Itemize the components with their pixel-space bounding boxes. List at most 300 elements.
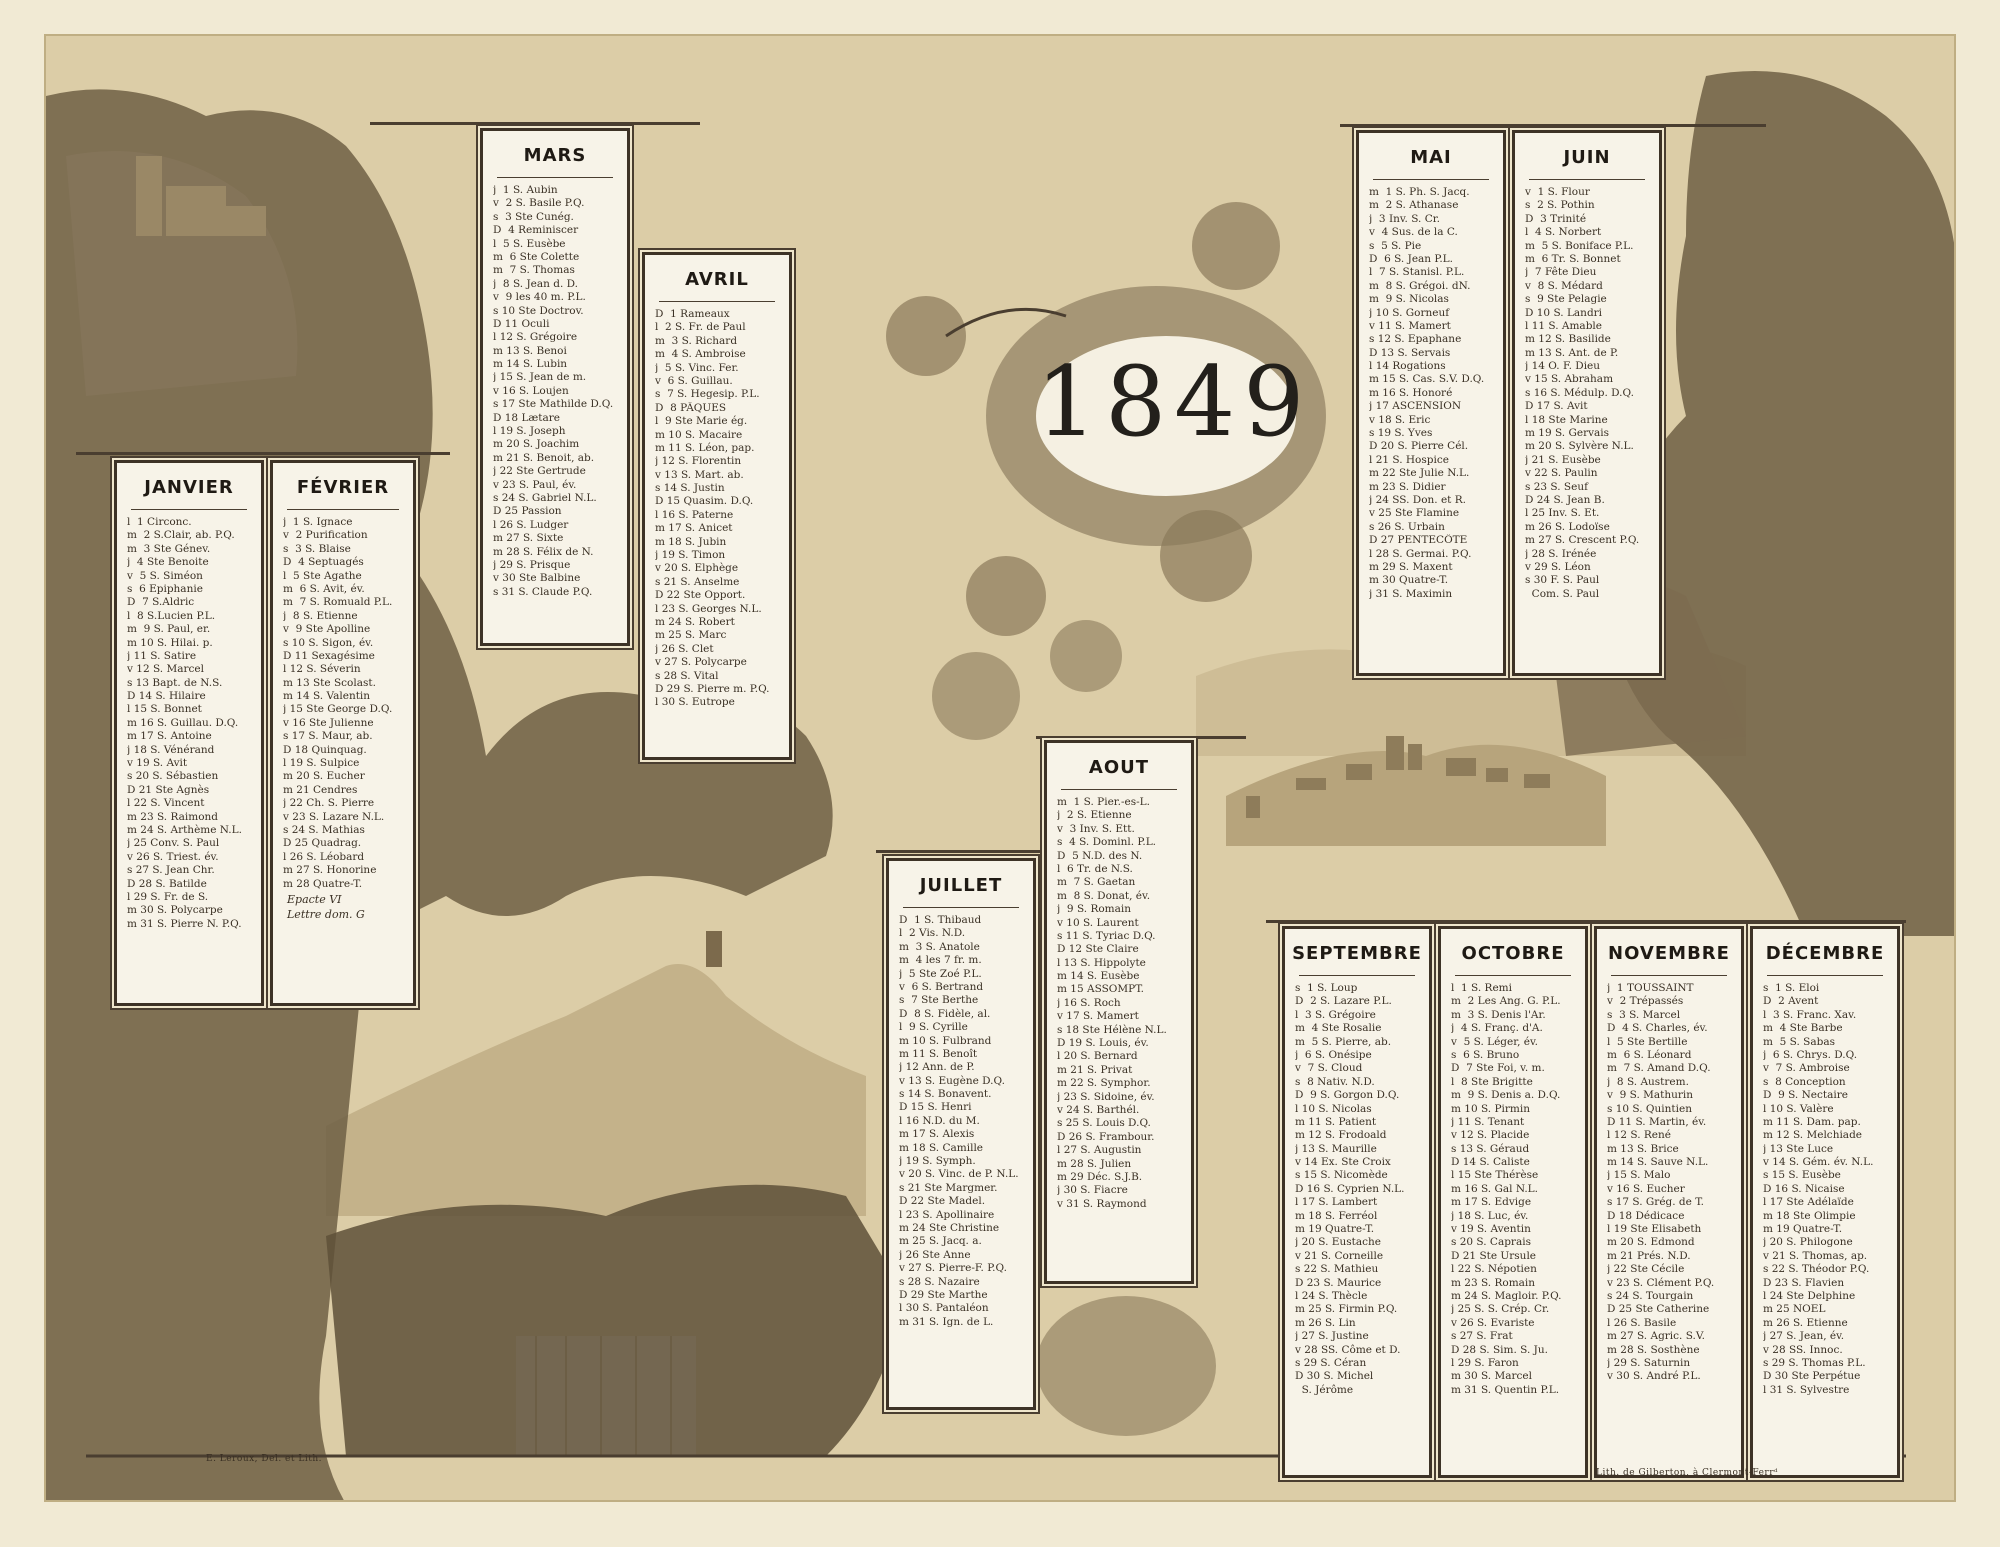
day-row: v 17 S. Mamert	[1057, 1010, 1139, 1023]
day-row: s 21 S. Anselme	[655, 575, 740, 588]
month-name: MAI	[1410, 147, 1452, 168]
day-row: v 28 SS. Innoc.	[1763, 1343, 1843, 1356]
day-row: s 27 S. Frat	[1451, 1330, 1513, 1343]
day-row: D 7 Ste Foi, v. m.	[1451, 1062, 1545, 1075]
day-row: D 20 S. Pierre Cél.	[1369, 440, 1469, 453]
day-row: D 19 S. Louis, év.	[1057, 1037, 1149, 1050]
month-days	[655, 308, 779, 710]
day-row: j 13 Ste Luce	[1763, 1142, 1834, 1155]
day-row: m 14 S. Sauve N.L.	[1607, 1156, 1709, 1169]
day-row: v 19 S. Avit	[127, 757, 188, 770]
day-row: m 4 les 7 fr. m.	[899, 954, 982, 967]
day-row: s 3 S. Marcel	[1607, 1008, 1681, 1021]
day-row: l 9 Ste Marie ég.	[655, 415, 748, 428]
day-row: m 4 Ste Rosalie	[1295, 1022, 1382, 1035]
day-row: m 3 S. Denis l'Ar.	[1451, 1008, 1546, 1021]
day-row: D 25 Passion	[493, 505, 562, 518]
day-row: m 9 S. Denis a. D.Q.	[1451, 1089, 1561, 1102]
day-row: m 24 S. Arthème N.L.	[127, 823, 242, 836]
day-row: v 9 S. Mathurin	[1607, 1089, 1694, 1102]
month-panel-novembre	[1594, 926, 1744, 1478]
day-row: l 23 S. Georges N.L.	[655, 602, 762, 615]
day-row: D 16 S. Cyprien N.L.	[1295, 1182, 1405, 1195]
day-row: j 3 Inv. S. Cr.	[1369, 212, 1440, 225]
day-row: m 11 S. Benoît	[899, 1047, 978, 1060]
day-row: m 5 S. Boniface P.L.	[1525, 239, 1634, 252]
day-row: Com. S. Paul	[1525, 587, 1600, 600]
day-row: m 30 S. Polycarpe	[127, 904, 223, 917]
day-row: l 8 Ste Brigitte	[1451, 1075, 1533, 1088]
day-row: m 21 Cendres	[283, 783, 358, 796]
day-row: D 6 S. Jean P.L.	[1369, 252, 1453, 265]
day-row: s 29 S. Thomas P.L.	[1763, 1356, 1866, 1369]
day-row: D 1 S. Thibaud	[899, 914, 982, 926]
day-row: D 25 Ste Catherine	[1607, 1303, 1710, 1316]
month-days	[1607, 982, 1731, 1384]
day-row: m 13 S. Brice	[1607, 1142, 1679, 1155]
day-row: D 15 Quasim. D.Q.	[655, 495, 754, 508]
day-row: j 14 O. F. Dieu	[1525, 360, 1601, 373]
day-row: D 8 S. Fidèle, al.	[899, 1007, 991, 1020]
day-row: l 5 Ste Agathe	[283, 569, 362, 582]
day-row: j 12 Ann. de P.	[899, 1061, 975, 1074]
day-row: l 29 S. Faron	[1451, 1356, 1519, 1369]
day-row: D 7 S.Aldric	[127, 596, 195, 609]
day-row: s 29 S. Céran	[1295, 1356, 1367, 1369]
lithograph-plate	[44, 34, 1956, 1502]
day-row: s 3 Ste Cunég.	[493, 210, 574, 223]
day-row: l 2 Vis. N.D.	[899, 927, 966, 940]
day-row: j 24 SS. Don. et R.	[1369, 493, 1466, 506]
day-row: s 24 S. Tourgain	[1607, 1289, 1694, 1302]
day-row: s 13 Bapt. de N.S.	[127, 676, 223, 689]
day-row: m 6 S. Avit, év.	[283, 582, 365, 595]
day-row: l 10 S. Nicolas	[1295, 1102, 1372, 1115]
day-row: v 10 S. Laurent	[1057, 916, 1139, 929]
day-row: D 18 Dédicace	[1607, 1209, 1685, 1222]
day-row: s 3 S. Blaise	[283, 542, 351, 555]
day-row: j 5 Ste Zoé P.L.	[899, 967, 982, 980]
day-row: D 18 Quinquag.	[283, 743, 367, 756]
day-row: l 29 S. Fr. de S.	[127, 890, 209, 903]
day-row: m 19 S. Gervais	[1525, 427, 1610, 440]
day-row: l 20 S. Bernard	[1057, 1050, 1138, 1063]
day-row: j 21 S. Eusèbe	[1525, 453, 1601, 466]
day-row: v 26 S. Triest. év.	[127, 850, 219, 863]
day-row: l 18 Ste Marine	[1525, 413, 1608, 426]
day-row: s 14 S. Justin	[655, 482, 725, 495]
day-row: j 1 S. Aubin	[493, 184, 558, 196]
day-row: j 5 S. Vinc. Fer.	[655, 361, 739, 374]
day-row: j 17 ASCENSION	[1369, 400, 1462, 413]
day-row: s 16 S. Médulp. D.Q.	[1525, 386, 1634, 399]
day-row: D 13 S. Servais	[1369, 346, 1451, 359]
month-days	[899, 914, 1023, 1329]
day-row: s 18 Ste Hélène N.L.	[1057, 1023, 1167, 1036]
month-name: JUILLET	[919, 875, 1003, 896]
day-row: D 4 S. Charles, év.	[1607, 1022, 1708, 1035]
day-row: s 31 S. Claude P.Q.	[493, 585, 593, 598]
day-row: s 27 S. Jean Chr.	[127, 864, 215, 877]
day-row: j 6 S. Chrys. D.Q.	[1763, 1048, 1858, 1061]
day-row: j 11 S. Satire	[127, 649, 197, 662]
day-row: v 9 Ste Apolline	[283, 623, 371, 636]
day-row: s 23 S. Seuf	[1525, 480, 1588, 493]
day-row: D 30 S. Michel	[1295, 1370, 1374, 1383]
day-row: l 13 S. Hippolyte	[1057, 956, 1146, 969]
day-row: m 6 S. Léonard	[1607, 1048, 1692, 1061]
day-row: l 2 S. Fr. de Paul	[655, 321, 746, 334]
day-row: m 22 S. Symphor.	[1057, 1077, 1151, 1090]
day-row: m 27 S. Crescent P.Q.	[1525, 534, 1640, 547]
day-row: m 21 Prés. N.D.	[1607, 1249, 1691, 1262]
day-row: l 30 S. Eutrope	[655, 696, 735, 709]
day-row: j 20 S. Philogone	[1763, 1236, 1853, 1249]
day-row: l 17 Ste Adélaïde	[1763, 1196, 1854, 1209]
day-row: D 26 S. Frambour.	[1057, 1130, 1155, 1143]
day-row: s 20 S. Caprais	[1451, 1236, 1531, 1249]
day-row: v 13 S. Eugène D.Q.	[899, 1074, 1005, 1087]
day-row: v 27 S. Polycarpe	[655, 656, 747, 669]
day-row: v 14 S. Gém. év. N.L.	[1763, 1156, 1874, 1169]
day-row: s 7 Ste Berthe	[899, 994, 979, 1007]
day-row: s 10 Ste Doctrov.	[493, 304, 584, 317]
day-row: l 15 S. Bonnet	[127, 703, 202, 716]
day-row: l 11 S. Amable	[1525, 319, 1602, 332]
day-row: j 15 S. Malo	[1607, 1169, 1671, 1182]
day-row: v 21 S. Corneille	[1295, 1249, 1384, 1262]
day-row: D 14 S. Caliste	[1451, 1156, 1530, 1169]
day-row: m 6 Ste Colette	[493, 250, 580, 263]
day-row: j 12 S. Florentin	[655, 455, 742, 468]
day-row: D 5 N.D. des N.	[1057, 849, 1143, 862]
day-row: j 28 S. Irénée	[1525, 547, 1597, 560]
day-row: m 5 S. Sabas	[1763, 1035, 1835, 1048]
month-name: AVRIL	[685, 269, 749, 290]
day-row: j 27 S. Justine	[1295, 1330, 1369, 1343]
day-row: j 16 S. Roch	[1057, 996, 1121, 1009]
month-panel-decembre	[1750, 926, 1900, 1478]
day-row: j 1 TOUSSAINT	[1607, 982, 1694, 994]
day-row: D 15 S. Henri	[899, 1101, 972, 1114]
day-row: m 23 S. Didier	[1369, 480, 1446, 493]
month-panel-janvier	[114, 460, 264, 1006]
day-row: v 19 S. Aventin	[1451, 1223, 1531, 1236]
day-row: m 31 S. Pierre N. P.Q.	[127, 917, 242, 930]
month-days	[1763, 982, 1887, 1397]
day-row: m 18 Ste Olimpie	[1763, 1209, 1856, 1222]
day-row: v 6 S. Guillau.	[655, 374, 733, 387]
day-row: m 20 S. Eucher	[283, 770, 365, 783]
day-row: m 16 S. Honoré	[1369, 386, 1453, 399]
day-row: m 2 Les Ang. G. P.L.	[1451, 995, 1561, 1008]
day-row: s 11 S. Tyriac D.Q.	[1057, 929, 1156, 942]
day-row: s 17 S. Maur, ab.	[283, 730, 373, 743]
day-row: l 28 S. Germai. P.Q.	[1369, 547, 1472, 560]
day-row: j 6 S. Onésipe	[1295, 1048, 1372, 1061]
day-row: D 1 Rameaux	[655, 308, 730, 320]
month-days	[1451, 982, 1575, 1397]
day-row: s 5 S. Pie	[1369, 239, 1422, 252]
day-row: l 22 S. Népotien	[1451, 1263, 1537, 1276]
day-row: m 11 S. Dam. pap.	[1763, 1115, 1861, 1128]
month-panel-mars	[480, 128, 630, 646]
day-row: j 22 Ste Cécile	[1607, 1263, 1685, 1276]
month-days	[1057, 796, 1181, 1211]
day-row: l 9 S. Cyrille	[899, 1021, 968, 1034]
day-row: v 1 S. Flour	[1525, 186, 1590, 198]
day-row: v 31 S. Raymond	[1057, 1197, 1147, 1210]
month-days	[493, 184, 617, 599]
day-row: v 30 Ste Balbine	[493, 572, 581, 585]
day-row: m 31 S. Ign. de L.	[899, 1315, 994, 1328]
day-row: v 9 les 40 m. P.L.	[493, 291, 586, 304]
day-row: m 12 S. Frodoald	[1295, 1129, 1387, 1142]
day-row: D 24 S. Jean B.	[1525, 493, 1605, 506]
month-panel-fevrier	[270, 460, 416, 1006]
day-row: s 26 S. Urbain	[1369, 520, 1445, 533]
day-row: v 6 S. Bertrand	[899, 980, 984, 993]
day-row: l 10 S. Valère	[1763, 1102, 1834, 1115]
day-row: s 22 S. Théodor P.Q.	[1763, 1263, 1870, 1276]
day-row: m 26 S. Lin	[1295, 1316, 1356, 1329]
day-row: m 7 S. Thomas	[493, 264, 575, 277]
month-panel-octobre	[1438, 926, 1588, 1478]
day-row: l 19 Ste Elisabeth	[1607, 1223, 1702, 1236]
scroll-ornament	[1036, 1296, 1216, 1436]
day-row: j 18 S. Luc, év.	[1451, 1209, 1529, 1222]
day-row: D 28 S. Batilde	[127, 877, 207, 890]
month-name: JANVIER	[144, 477, 234, 498]
day-row: v 14 Ex. Ste Croix	[1295, 1156, 1391, 1169]
day-row: m 27 S. Honorine	[283, 864, 377, 877]
day-row: m 3 S. Richard	[655, 334, 738, 347]
day-row: l 24 Ste Delphine	[1763, 1289, 1856, 1302]
day-row: l 7 S. Stanisl. P.L.	[1369, 266, 1465, 279]
day-row: l 14 Rogations	[1369, 360, 1446, 373]
day-row: m 13 Ste Scolast.	[283, 676, 376, 689]
tower-on-peak	[706, 931, 722, 967]
day-row: m 12 S. Melchiade	[1763, 1129, 1863, 1142]
hanging-rod	[76, 452, 450, 455]
day-row: m 21 S. Benoit, ab.	[493, 451, 595, 464]
day-row: v 27 S. Pierre-F. P.Q.	[899, 1262, 1007, 1275]
epact-note: Epacte VI	[287, 892, 342, 906]
day-row: v 12 S. Marcel	[127, 663, 204, 676]
day-row: m 23 S. Raimond	[127, 810, 219, 823]
day-row: v 23 S. Clément P.Q.	[1607, 1276, 1715, 1289]
day-row: D 4 Septuagés	[283, 556, 364, 569]
artist-credit: E. Leroux, Del. et Lith.	[206, 1454, 322, 1464]
day-row: s 8 Nativ. N.D.	[1295, 1075, 1375, 1088]
day-row: l 30 S. Pantaléon	[899, 1302, 989, 1315]
day-row: l 5 Ste Bertille	[1607, 1035, 1688, 1048]
day-row: s 30 F. S. Paul	[1525, 574, 1600, 587]
day-row: s 8 Conception	[1763, 1075, 1846, 1088]
day-row: v 23 S. Paul, év.	[493, 478, 577, 491]
day-row: m 11 S. Léon, pap.	[655, 441, 755, 454]
day-row: m 8 S. Donat, év.	[1057, 889, 1151, 902]
day-row: s 17 S. Grég. de T.	[1607, 1196, 1705, 1209]
month-panel-mai	[1356, 130, 1506, 676]
day-row: m 17 S. Edvige	[1451, 1196, 1532, 1209]
day-row: D 2 Avent	[1763, 995, 1819, 1008]
day-row: m 20 S. Joachim	[493, 438, 580, 451]
day-row: m 28 S. Félix de N.	[493, 545, 594, 558]
day-row: l 1 S. Remi	[1451, 982, 1512, 994]
day-row: l 25 Inv. S. Et.	[1525, 507, 1600, 520]
month-panel-avril	[642, 252, 792, 760]
day-row: v 5 S. Léger, év.	[1451, 1035, 1539, 1048]
day-row: m 28 Quatre-T.	[283, 877, 363, 890]
day-row: m 22 Ste Julie N.L.	[1369, 467, 1470, 480]
day-row: m 7 S. Romuald P.L.	[283, 596, 393, 609]
day-row: l 17 S. Lambert	[1295, 1196, 1378, 1209]
day-row: D 22 Ste Madel.	[899, 1195, 986, 1208]
month-name: JUIN	[1563, 147, 1611, 168]
day-row: m 2 S.Clair, ab. P.Q.	[127, 529, 235, 542]
month-days	[127, 516, 251, 931]
day-row: v 2 Trépassés	[1607, 995, 1684, 1008]
day-row: v 2 S. Basile P.Q.	[493, 197, 585, 210]
day-row: m 28 S. Sosthène	[1607, 1343, 1700, 1356]
day-row: D 27 PENTECÔTE	[1369, 534, 1468, 547]
day-row: D 9 S. Nectaire	[1763, 1089, 1848, 1102]
day-row: m 25 S. Jacq. a.	[899, 1235, 982, 1248]
day-row: l 12 S. René	[1607, 1129, 1671, 1142]
day-row: j 26 S. Clet	[655, 642, 714, 655]
month-name: DÉCEMBRE	[1765, 943, 1885, 964]
day-row: j 19 S. Timon	[655, 549, 726, 562]
day-row: D 2 S. Lazare P.L.	[1295, 995, 1392, 1008]
day-row: m 10 S. Fulbrand	[899, 1034, 992, 1047]
day-row: l 8 S.Lucien P.L.	[127, 609, 216, 622]
day-row: j 15 S. Jean de m.	[493, 371, 587, 384]
day-row: j 11 S. Tenant	[1451, 1115, 1525, 1128]
day-row: D 21 Ste Ursule	[1451, 1249, 1537, 1262]
day-row: m 16 S. Gal N.L.	[1451, 1182, 1538, 1195]
day-row: m 29 S. Maxent	[1369, 560, 1453, 573]
day-row: s 25 S. Louis D.Q.	[1057, 1117, 1151, 1130]
day-row: m 15 ASSOMPT.	[1057, 983, 1144, 996]
day-row: m 12 S. Basilide	[1525, 333, 1611, 346]
month-name: OCTOBRE	[1461, 943, 1565, 964]
day-row: j 23 S. Sidoine, év.	[1057, 1090, 1155, 1103]
day-row: v 22 S. Paulin	[1525, 467, 1598, 480]
day-row: j 31 S. Maximin	[1369, 587, 1453, 600]
day-row: D 23 S. Maurice	[1295, 1276, 1382, 1289]
printer-credit: Lith. de Gilberton, à Clermont-Ferrᵈ	[1596, 1468, 1779, 1478]
day-row: m 8 S. Grégoi. dN.	[1369, 279, 1471, 292]
day-row: D 12 Ste Claire	[1057, 943, 1139, 956]
day-row: l 16 N.D. du M.	[899, 1114, 980, 1127]
day-row: D 8 PÂQUES	[655, 401, 727, 414]
day-row: s 10 S. Quintien	[1607, 1102, 1692, 1115]
day-row: l 6 Tr. de N.S.	[1057, 862, 1133, 875]
day-row: v 29 S. Léon	[1525, 560, 1591, 573]
day-row: v 7 S. Ambroise	[1763, 1062, 1850, 1075]
month-panel-juin	[1512, 130, 1662, 676]
day-row: m 25 S. Marc	[655, 629, 727, 642]
day-row: m 31 S. Quentin P.L.	[1451, 1383, 1560, 1396]
day-row: m 1 S. Ph. S. Jacq.	[1369, 186, 1470, 198]
day-row: j 4 Ste Benoite	[127, 556, 209, 569]
day-row: m 1 S. Pier.-es-L.	[1057, 796, 1150, 808]
month-name: FÉVRIER	[296, 477, 390, 498]
day-row: s 28 S. Vital	[655, 669, 719, 682]
day-row: j 25 S. S. Crép. Cr.	[1451, 1303, 1550, 1316]
day-row: D 29 S. Pierre m. P.Q.	[655, 682, 770, 695]
day-row: l 4 S. Norbert	[1525, 226, 1602, 239]
day-row: D 30 Ste Perpétue	[1763, 1370, 1861, 1383]
day-row: D 16 S. Nicaise	[1763, 1182, 1845, 1195]
day-row: m 7 S. Gaetan	[1057, 876, 1136, 889]
day-row: l 5 S. Eusèbe	[493, 237, 566, 250]
day-row: v 12 S. Placide	[1451, 1129, 1530, 1142]
day-row: m 25 S. Firmin P.Q.	[1295, 1303, 1398, 1316]
day-row: j 18 S. Vénérand	[127, 743, 215, 756]
day-row: D 18 Lætare	[493, 411, 561, 424]
month-name: AOUT	[1088, 757, 1150, 778]
day-row: m 19 Quatre-T.	[1763, 1223, 1843, 1236]
day-row: m 13 S. Benoi	[493, 344, 567, 357]
day-row: l 15 Ste Thérèse	[1451, 1169, 1539, 1182]
day-row: v 7 S. Cloud	[1295, 1062, 1363, 1075]
day-row: m 18 S. Camille	[899, 1141, 984, 1154]
day-row: v 23 S. Lazare N.L.	[283, 810, 385, 823]
day-row: m 27 S. Sixte	[493, 532, 564, 545]
day-row: m 20 S. Edmond	[1607, 1236, 1695, 1249]
day-row: s 24 S. Mathias	[283, 823, 365, 836]
day-row: l 26 S. Ludger	[493, 518, 569, 531]
day-row: m 18 S. Jubin	[655, 535, 727, 548]
day-row: s 15 S. Nicomède	[1295, 1169, 1388, 1182]
day-row: l 31 S. Sylvestre	[1763, 1383, 1850, 1396]
month-days	[283, 516, 403, 891]
day-row: s 24 S. Gabriel N.L.	[493, 491, 597, 504]
day-row: j 20 S. Eustache	[1295, 1236, 1381, 1249]
day-row: m 10 S. Hilai. p.	[127, 636, 213, 649]
hanging-rod	[370, 122, 700, 125]
day-row: j 26 Ste Anne	[899, 1248, 971, 1261]
day-row: v 11 S. Mamert	[1369, 319, 1451, 332]
day-row: v 20 S. Vinc. de P. N.L.	[899, 1168, 1019, 1181]
day-row: m 14 S. Valentin	[283, 690, 371, 703]
day-row: j 8 S. Austrem.	[1607, 1075, 1689, 1088]
day-row: j 22 Ch. S. Pierre	[283, 797, 375, 810]
day-row: D 9 S. Gorgon D.Q.	[1295, 1089, 1400, 1102]
day-row: D 10 S. Landri	[1525, 306, 1603, 319]
day-row: v 25 Ste Flamine	[1369, 507, 1460, 520]
day-row: j 25 Conv. S. Paul	[127, 837, 220, 850]
day-row: D 4 Reminiscer	[493, 224, 579, 237]
day-row: D 25 Quadrag.	[283, 837, 362, 850]
day-row: m 28 S. Julien	[1057, 1157, 1132, 1170]
day-row: v 30 S. André P.L.	[1607, 1370, 1701, 1383]
day-row: s 10 S. Sigon, év.	[283, 636, 374, 649]
day-row: m 11 S. Patient	[1295, 1115, 1377, 1128]
day-row: s 1 S. Loup	[1295, 982, 1358, 994]
day-row: s 13 S. Géraud	[1451, 1142, 1530, 1155]
day-row: v 13 S. Mart. ab.	[655, 468, 744, 481]
day-row: j 22 Ste Gertrude	[493, 465, 586, 478]
month-panel-juillet	[886, 858, 1036, 1410]
day-row: m 2 S. Athanase	[1369, 199, 1459, 212]
day-row: j 29 S. Prisque	[493, 558, 571, 571]
day-row: l 26 S. Léobard	[283, 850, 365, 863]
day-row: m 24 S. Magloir. P.Q.	[1451, 1289, 1562, 1302]
day-row: l 3 S. Franc. Xav.	[1763, 1008, 1857, 1021]
